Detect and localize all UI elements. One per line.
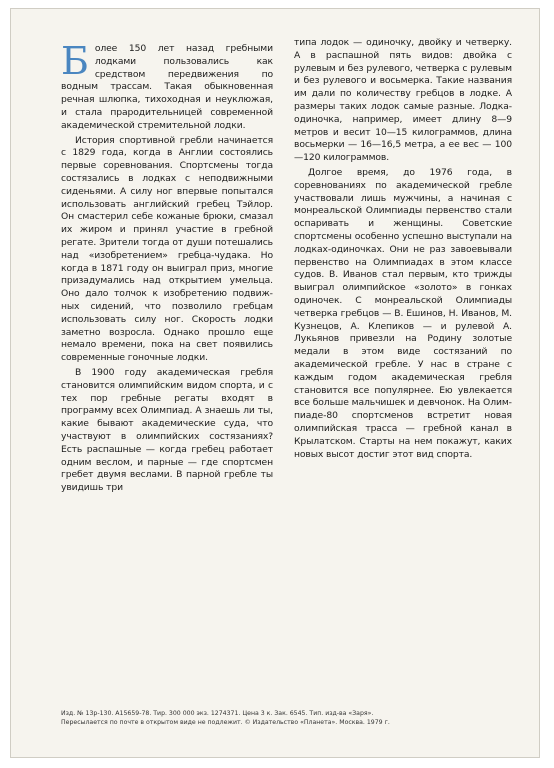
- paragraph-2: История спортивной гребли начинается с 1829 года, когда в Англии состоялись первые соревнования. Спортсмены тогда состязались в лодках с неподвижными сиденьями. А силу ног впервые попытался использовать английский гребец Тэйлор. Он смастерил себе кожаные брюки, смазал их жиром и принял участие в гребной регате. Зрители тогда от души потешались над «изобретением» гребца-чудака. Но когда в 1871 году он выиграл приз, многие призадумались над открытием умельца. Оно дало толчок к изобретению подвижных сидений, что позволило гребцам использовать силу ног. Скорость лодки заметно возросла. Однако прошло еще немало времени, пока на свет появились современные гоночные лодки.: [61, 134, 273, 364]
- imprint-line-2: Пересылается по почте в открытом виде не подлежит. © Издательство «Планета». Москва. 1979 г.: [61, 719, 390, 726]
- postcard-back: [10, 8, 540, 758]
- imprint-line-1: Изд. № 13р-130. А15659-78. Тир. 300 000 экз. 1274371. Цена 3 к. Зак. 6545. Тип. изд-ва «Заря».: [61, 710, 374, 717]
- text-column-left: [61, 39, 273, 497]
- paragraph-3: В 1900 году академическая гребля становится олимпийским видом спорта, и с тех пор гребные регаты входят в программу всех Олимпиад. А знаешь ли ты, какие бывают академические суда, что участвуют в олимпийских состязаниях? Есть распашные — когда гребец работает одним веслом, и парные — где спортсмен гребет двумя веслами. В парной гребле ты увидишь три: [61, 366, 273, 494]
- text-column-right: [294, 37, 512, 463]
- paragraph-1-text: олее 150 лет назад гребными лодками пользовались как средством передвижения по водным трассам. Такая обыкновенная речная шлюпка, тихоходная и неуклюжая, и стала прародительницей современной академической стремительной лодки.: [61, 43, 273, 131]
- drop-cap: Б: [61, 39, 89, 83]
- paragraph-1: [61, 39, 273, 133]
- paragraph-5: Долгое время, до 1976 года, в соревнованиях по академической гребле участвовали лишь мужчины, а начиная с монреальской Олимпиады первенство стали оспаривать и женщины. Советские спортсмены особенно успешно выступали на лодках-одиночках. Они не раз завоевывали первенство на Олимпиадах в этом классе судов. В. Иванов стал первым, кто трижды выиграл олимпийское «золото» в гонках одиночек. С монреальской Олимпиады четверка гребцов — В. Ешинов, Н. Иванов, М. Кузнецов, А. Клепиков — и рулевой А. Лукьянов привезли на Родину золотые медали в этом виде состязаний по академической гребле. У нас в стране с каждым годом академическая гребля становится все популярнее. Ею увлекается все больше мальчишек и девчонок. На Олимпиаде-80 спортсменов встретит новая олимпийская трасса — гребной канал в Крылатском. Старты на нем покажут, каких новых высот достиг этот вид спорта.: [294, 166, 512, 460]
- paragraph-4: типа лодок — одиночку, двойку и четверку. А в распашной пять видов: двойка с рулевым и без рулевого, четверка с рулевым и без рулевого и восьмерка. Такие названия им дали по количеству гребцов в лодке. А размеры таких лодок самые разные. Лодка-одиночка, например, имеет длину 8—9 метров и весит 10—15 килограммов, длина восьмерки — 16—16,5 метра, а ее вес — 100—120 килограммов.: [294, 37, 512, 164]
- imprint: [61, 709, 531, 727]
